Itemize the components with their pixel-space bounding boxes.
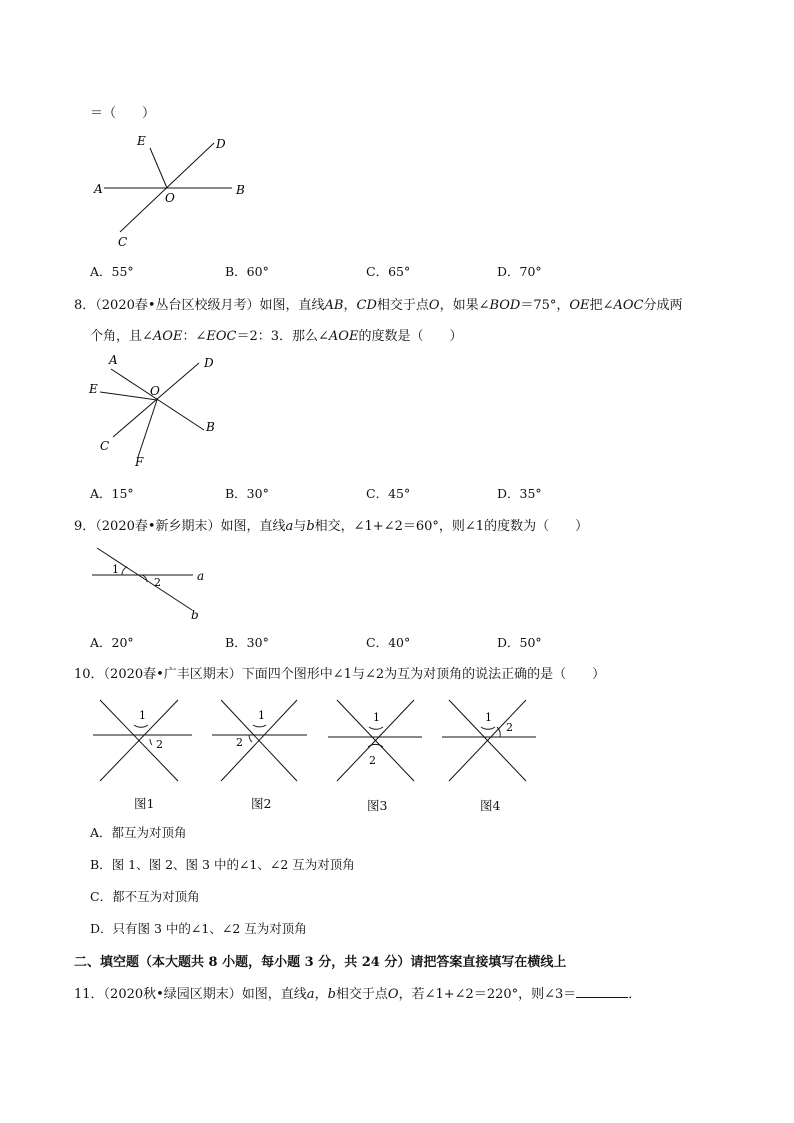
q8-label-D: D <box>204 356 214 370</box>
q10-fig1-label-2: 2 <box>156 738 163 751</box>
q9-label-b: b <box>191 608 199 622</box>
q7-option-d: D．70° <box>497 264 542 279</box>
q10-caption-3: 图3 <box>367 798 388 813</box>
q7-option-c: C．65° <box>366 264 411 279</box>
q7-label-B: B <box>236 183 245 197</box>
section-2-heading: 二、填空题（本大题共 8 小题，每小题 3 分，共 24 分）请把答案直接填写在横线上 <box>74 955 567 970</box>
q10-option-d: D．只有图 3 中的∠1、∠2 互为对顶角 <box>90 921 307 936</box>
q9-option-a: A．20° <box>90 635 134 650</box>
q9-option-c: C．40° <box>366 635 411 650</box>
q9-stem: 9．（2020春•新乡期末）如图，直线a与b相交，∠1+∠2＝60°，则∠1的度数为（ ） <box>74 519 589 534</box>
q10-caption-2: 图2 <box>251 796 272 811</box>
q10-fig3-label-1: 1 <box>373 711 380 724</box>
q8-label-F: F <box>135 455 144 469</box>
q10-figure-1 <box>93 700 192 781</box>
q9-label-a: a <box>197 569 205 583</box>
q9-option-d: D．50° <box>497 635 542 650</box>
q7-label-E: E <box>137 134 146 148</box>
q8-option-d: D．35° <box>497 486 542 501</box>
q8-label-C: C <box>100 439 110 453</box>
q8-option-c: C．45° <box>366 486 411 501</box>
q10-fig4-label-1: 1 <box>485 711 492 724</box>
q10-figure-3 <box>328 700 422 781</box>
q8-label-O: O <box>150 384 160 398</box>
q10-fig3-label-2: 2 <box>369 754 376 767</box>
q7-answer-paren: ＝（ ） <box>90 106 156 121</box>
q9-label-1: 1 <box>112 563 119 576</box>
q10-caption-1: 图1 <box>134 796 155 811</box>
q8-option-b: B．30° <box>225 486 269 501</box>
q10-option-a: A．都互为对顶角 <box>90 825 187 840</box>
q7-label-D: D <box>216 137 226 151</box>
q9-label-2: 2 <box>154 576 161 589</box>
q7-label-O: O <box>165 191 175 205</box>
q10-option-b: B．图 1、图 2、图 3 中的∠1、∠2 互为对顶角 <box>90 857 355 872</box>
q10-fig2-label-1: 1 <box>258 709 265 722</box>
q9-option-b: B．30° <box>225 635 269 650</box>
q8-option-a: A．15° <box>90 486 134 501</box>
q10-figure-2 <box>212 700 307 781</box>
q10-fig1-label-1: 1 <box>139 709 146 722</box>
q10-fig4-label-2: 2 <box>506 721 513 734</box>
q7-option-b: B．60° <box>225 264 269 279</box>
q7-label-A: A <box>94 182 103 196</box>
q10-figure-4 <box>442 700 536 781</box>
q7-label-C: C <box>118 235 128 249</box>
q8-stem-line1: 8．（2020春•丛台区校级月考）如图，直线AB，CD相交于点O，如果∠BOD＝75°，OE把∠AOC分成两 <box>74 298 683 313</box>
q10-fig2-label-2: 2 <box>236 736 243 749</box>
q10-caption-4: 图4 <box>480 798 501 813</box>
q8-label-A: A <box>109 353 118 367</box>
q10-option-c: C．都不互为对顶角 <box>90 889 200 904</box>
q8-label-E: E <box>89 382 98 396</box>
q10-stem: 10．（2020春•广丰区期末）下面四个图形中∠1与∠2为互为对顶角的说法正确的是（ ） <box>74 667 606 682</box>
q11-answer-blank[interactable] <box>576 985 628 998</box>
q11-stem: 11．（2020秋•绿园区期末）如图，直线a，b相交于点O，若∠1+∠2＝220°，则∠3＝ ． <box>74 987 642 1002</box>
q7-option-a: A．55° <box>90 264 134 279</box>
q8-stem-line2: 个角，且∠AOE：∠EOC＝2：3．那么∠AOE的度数是（ ） <box>90 329 463 344</box>
q8-label-B: B <box>206 420 215 434</box>
